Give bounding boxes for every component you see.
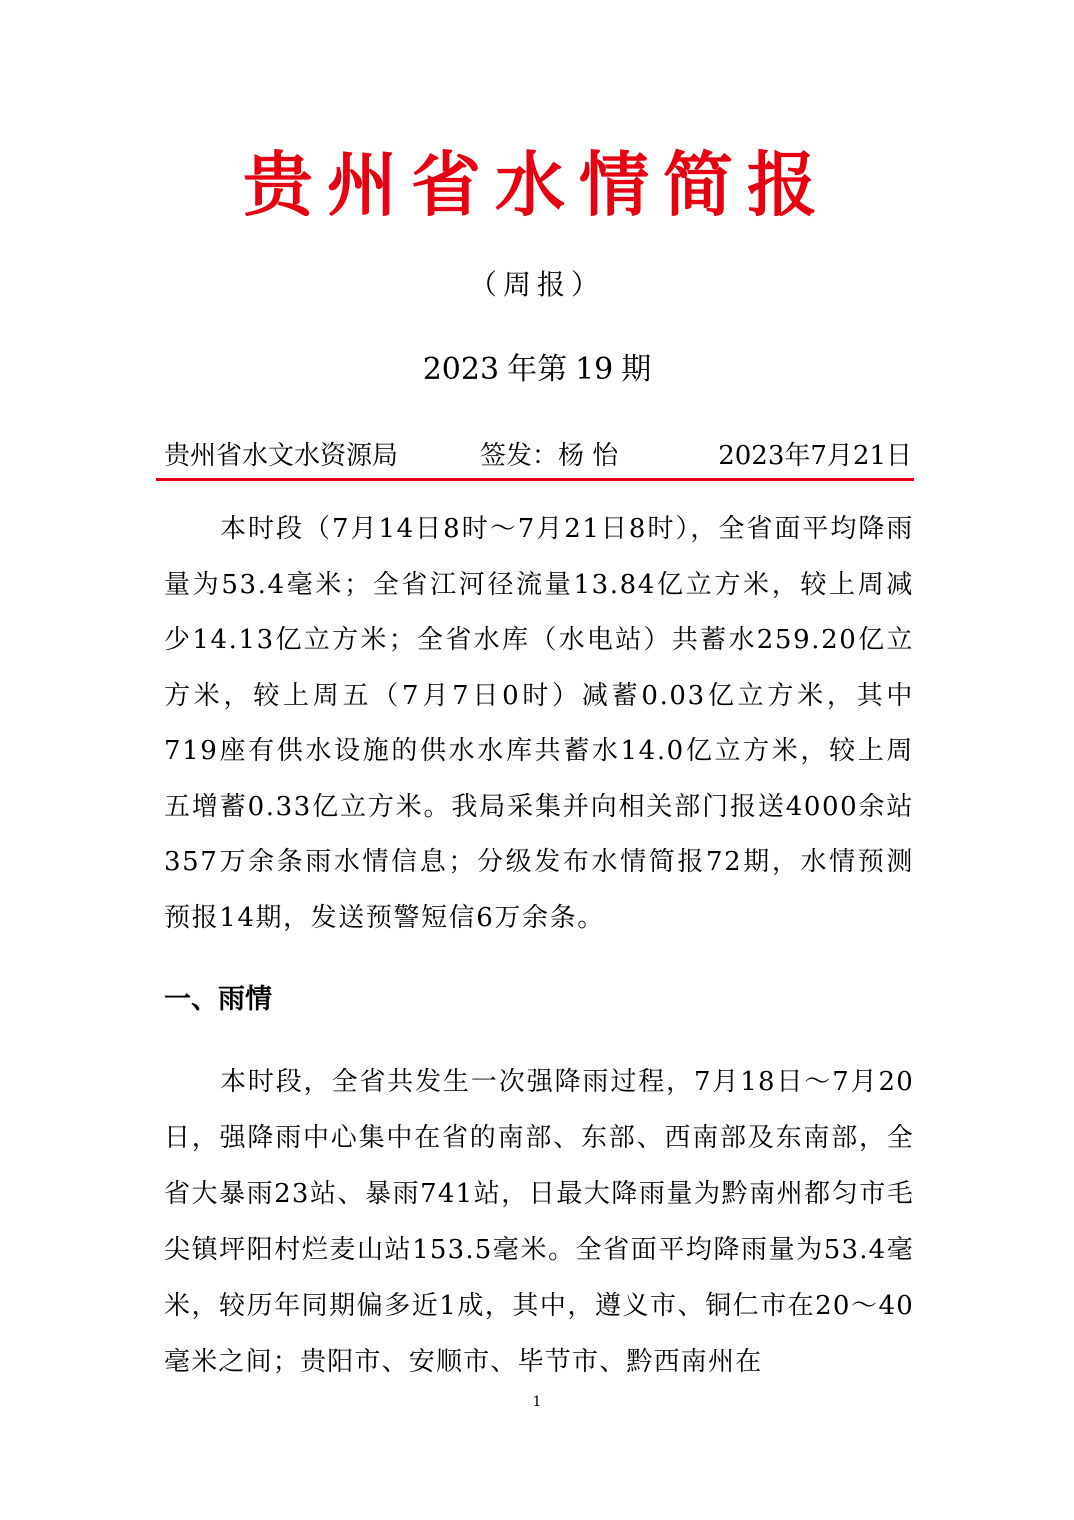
rainfall-paragraph: 本时段，全省共发生一次强降雨过程，7月18日～7月20日，强降雨中心集中在省的南部、东部、西南部及东南部，全省大暴雨23站、暴雨741站，日最大降雨量为黔南州都匀市毛尖镇坪阳村烂麦山站153.5毫米。全省面平均降雨量为53.4毫米，较历年同期偏多近1成，其中，遵义市、铜仁市在20～40毫米之间；贵阳市、安顺市、毕节市、黔西南州在: [164, 1067, 914, 1377]
page-number: 1: [532, 1394, 542, 1410]
issue-date: 2023年7月21日: [718, 441, 912, 471]
red-divider: [156, 478, 914, 481]
summary-paragraph: 本时段（7月14日8时～7月21日8时），全省面平均降雨量为53.4毫米；全省江河径流量13.84亿立方米，较上周减少14.13亿立方米；全省水库（水电站）共蓄水259.20亿立方米，较上周五（7月7日0时）减蓄0.03亿立方米，其中719座有供水设施的供水水库共蓄水14.0亿立方米，较上周五增蓄0.33亿立方米。我局采集并向相关部门报送4000余站357万余条雨水情信息；分级发布水情简报72期，水情预测预报14期，发送预警短信6万余条。: [164, 514, 914, 933]
issue-no-suffix: 期: [621, 352, 652, 387]
issue-number: [0, 348, 1074, 392]
issuer-signature: 签发：杨 怡: [480, 441, 619, 471]
issue-year: 2023: [422, 352, 500, 387]
report-type-subtitle: （周报）: [468, 268, 605, 301]
issuing-organization: 贵州省水文水资源局: [164, 441, 399, 471]
issuer-line: [164, 436, 912, 476]
section-heading-rainfall: 一、雨情: [164, 984, 272, 1015]
masthead-title: 贵州省水情简报: [243, 143, 831, 226]
issue-year-suffix: 年第: [507, 352, 568, 387]
issue-no: 19: [575, 352, 614, 387]
